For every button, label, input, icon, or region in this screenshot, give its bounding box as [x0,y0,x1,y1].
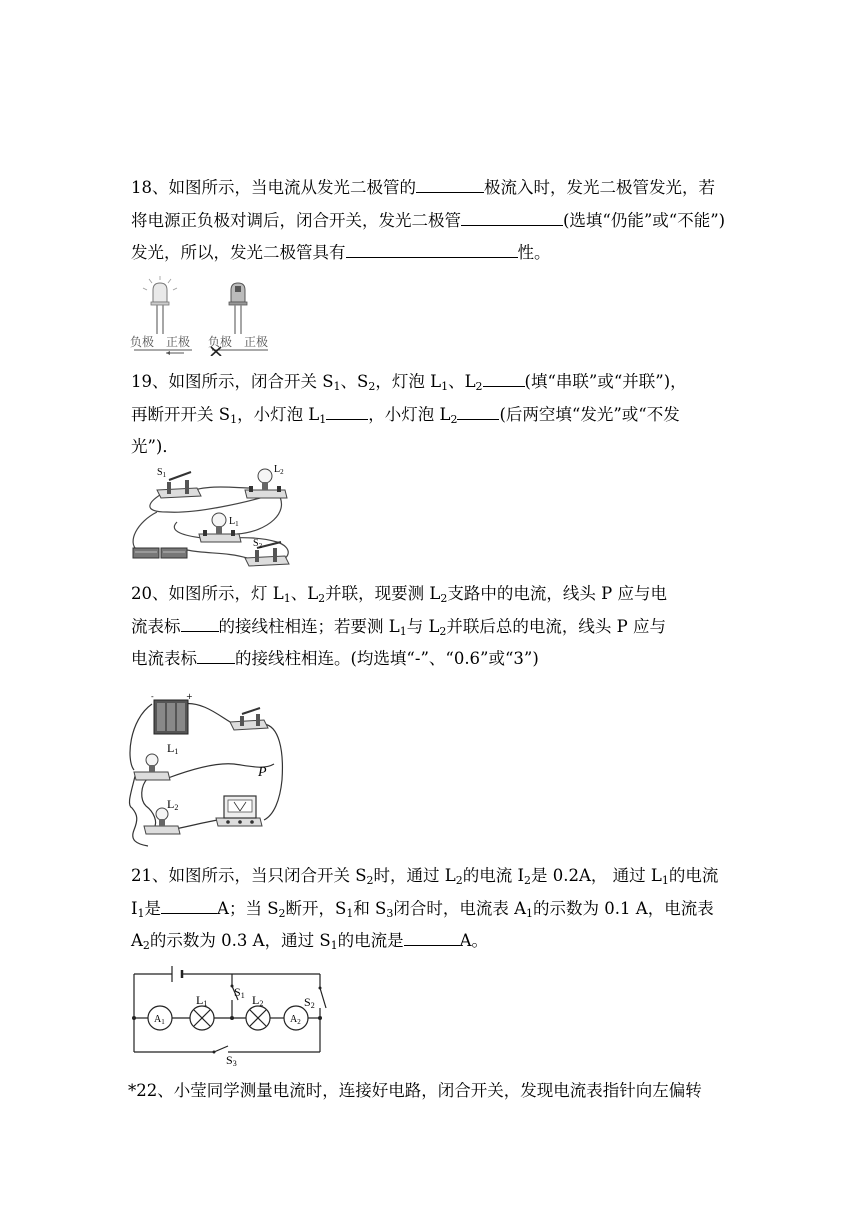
l2-label: L2 [167,797,179,812]
q20-text: 的接线柱相连；若要测 L [218,616,400,636]
svg-text:-: - [151,692,154,701]
q18-line-1 [131,172,731,205]
q22-text: *22、小莹同学测量电流时，连接好电路，闭合开关，发现电流表指针向左偏转 [128,1081,702,1100]
junction-dot [230,1016,234,1020]
led-right-neg-label: 负极 [208,335,233,349]
q21-text: 的示数为 0.1 A，电流表 [533,898,714,918]
q20-text: 并联后总的电流，线头 P 应与 [446,616,666,636]
question-18 [131,172,731,270]
q19-text: (填“串联”或“并联”)， [524,372,687,391]
q19-text: 19、如图所示，闭合开关 S [131,372,334,391]
lamp-l2-icon [246,1006,270,1030]
q21-text: A [131,931,143,950]
q21-text: 21、如图所示，当只闭合开关 S [131,866,367,885]
q19-sub: 2 [450,412,458,426]
q21-text: 是 0.2A， 通过 L [531,866,662,885]
q21-blank-1[interactable] [161,895,217,914]
q18-line-2 [131,205,731,238]
question-21 [131,860,731,958]
q21-text: 的电流 [668,866,719,885]
q19-text: ，灯泡 L [375,372,442,391]
l1-label: L1 [167,741,179,756]
lamp-l1-icon [190,1006,214,1030]
q18-blank-2[interactable] [461,207,563,226]
q21-text: A；当 S [217,898,279,918]
q18-text: 性。 [517,243,551,262]
q21-text: 的示数为 0.3 A，通过 S [149,931,331,950]
s1-label: S1 [234,985,245,1000]
q21-sub: 3 [386,906,394,920]
q20-text: 的接线柱相连。(均选填“-”、“0.6”或“3”) [235,649,539,668]
led-dark-icon [229,283,247,334]
battery-icon [172,966,182,982]
q19-sub: 2 [368,380,376,393]
q20-sub: 1 [399,624,407,638]
led-left-neg-label: 负极 [130,335,155,349]
q19-text: 、S [340,372,369,391]
q18-line-3 [131,237,731,270]
q21-line-1 [131,860,731,893]
junction-dot [132,1016,136,1020]
q21-sub: 2 [524,874,532,887]
q21-sub: 2 [455,874,463,887]
q19-blank-2[interactable] [326,401,368,420]
l1-label: L1 [196,993,208,1008]
q20-text: 流表标 [131,616,181,636]
circuit-figure-20 [124,690,296,850]
q20-line-3 [131,643,731,676]
q20-sub: 2 [318,592,326,605]
q19-sub: 1 [230,412,238,426]
q19-line-3 [131,431,731,464]
circuit-figure-19 [127,462,297,570]
q19-sub: 1 [441,380,449,393]
q20-sub: 1 [283,592,291,605]
q18-text: 将电源正负极对调后，闭合开关，发光二极管 [131,210,461,230]
a2-label: $A_2$ [290,1014,301,1026]
q19-blank-3[interactable] [457,401,499,420]
switch-s2-icon [319,987,327,1009]
lamp-l1-icon [134,754,170,780]
led-figure [128,276,278,356]
q19-text: 再断开开关 S [131,404,231,424]
q19-line-2 [131,399,731,432]
q21-text: 是 [144,898,162,918]
q21-text: 的电流是 [337,931,404,950]
q21-line-2 [131,893,731,926]
q21-text: I [131,898,138,918]
question-19 [131,366,731,464]
q21-line-3 [131,925,731,958]
q18-text: 发光，所以，发光二极管具有 [131,243,346,262]
led-left-pos-label: 正极 [166,335,191,349]
q18-blank-3[interactable] [346,239,518,258]
battery-icon [133,548,187,558]
q21-text: 断开，S [285,898,347,918]
q21-text: 时，通过 L [373,866,456,885]
s3-label: S3 [226,1053,237,1068]
l2-label: L2 [252,993,264,1008]
q20-line-2 [131,611,731,644]
q21-sub: 1 [330,939,338,952]
svg-text:+: + [186,692,193,701]
switch-icon [230,708,268,730]
a1-label: $A_1$ [154,1014,165,1026]
q19-sub: 2 [475,380,483,393]
q21-sub: 1 [526,906,534,920]
l1-label: $L_1$ [229,516,239,528]
q21-sub: 2 [278,906,286,920]
s1-label: $S_1$ [157,467,167,479]
s2-label: S2 [304,995,315,1010]
q20-blank-2[interactable] [197,645,235,664]
q20-text: 20、如图所示，灯 L [131,584,284,603]
battery-pack-icon [151,692,193,734]
q20-line-1 [131,578,731,611]
q18-text: (选填“仍能”或“不能”) [563,210,726,230]
q20-sub: 2 [440,592,448,605]
q19-sub: 1 [319,412,327,426]
question-22 [128,1075,734,1108]
q19-sub: 1 [333,380,341,393]
q21-sub: 2 [366,874,374,887]
q19-blank-1[interactable] [483,368,525,387]
q19-text: ，小灯泡 L [368,404,451,424]
l2-label: $L_2$ [274,464,284,476]
q19-text: ，小灯泡 L [237,404,320,424]
switch-s2-icon [245,542,289,566]
q19-text: 、L [448,372,476,391]
schematic-figure-21 [126,962,330,1068]
ammeter-icon [216,796,262,826]
q19-text: 光”)． [131,437,179,456]
q21-sub: 2 [142,939,150,952]
q21-sub: 1 [346,906,354,920]
q18-text: 18、如图所示，当电流从发光二极管的 [131,178,416,197]
q20-text: 并联，现要测 L [325,584,441,603]
q20-blank-1[interactable] [181,613,219,632]
q20-text: 支路中的电流，线头 P 应与电 [447,584,667,603]
q19-line-1 [131,366,731,399]
s2-label: $S_2$ [253,538,263,550]
q21-sub: 1 [661,874,669,887]
q20-text: 电流表标 [131,649,197,668]
q22-line-1 [128,1075,734,1108]
p-label: P [258,765,267,780]
q21-text: A。 [459,931,489,950]
question-20 [131,578,731,676]
junction-dot [318,1016,322,1020]
q19-text: (后两空填“发光”或“不发 [499,404,680,424]
q18-text: 极流入时，发光二极管发光，若 [484,178,715,197]
q21-sub: 1 [137,906,145,920]
q20-text: 与 L [406,616,440,636]
q21-text: 的电流 I [462,866,525,885]
led-right-pos-label: 正极 [244,335,269,349]
q21-blank-2[interactable] [404,927,460,946]
q18-blank-1[interactable] [416,174,484,193]
q21-text: 和 S [353,898,387,918]
q20-sub: 2 [439,624,447,638]
q20-text: 、L [290,584,319,603]
led-glowing-icon [143,276,177,334]
q21-text: 闭合时，电流表 A [393,898,527,918]
